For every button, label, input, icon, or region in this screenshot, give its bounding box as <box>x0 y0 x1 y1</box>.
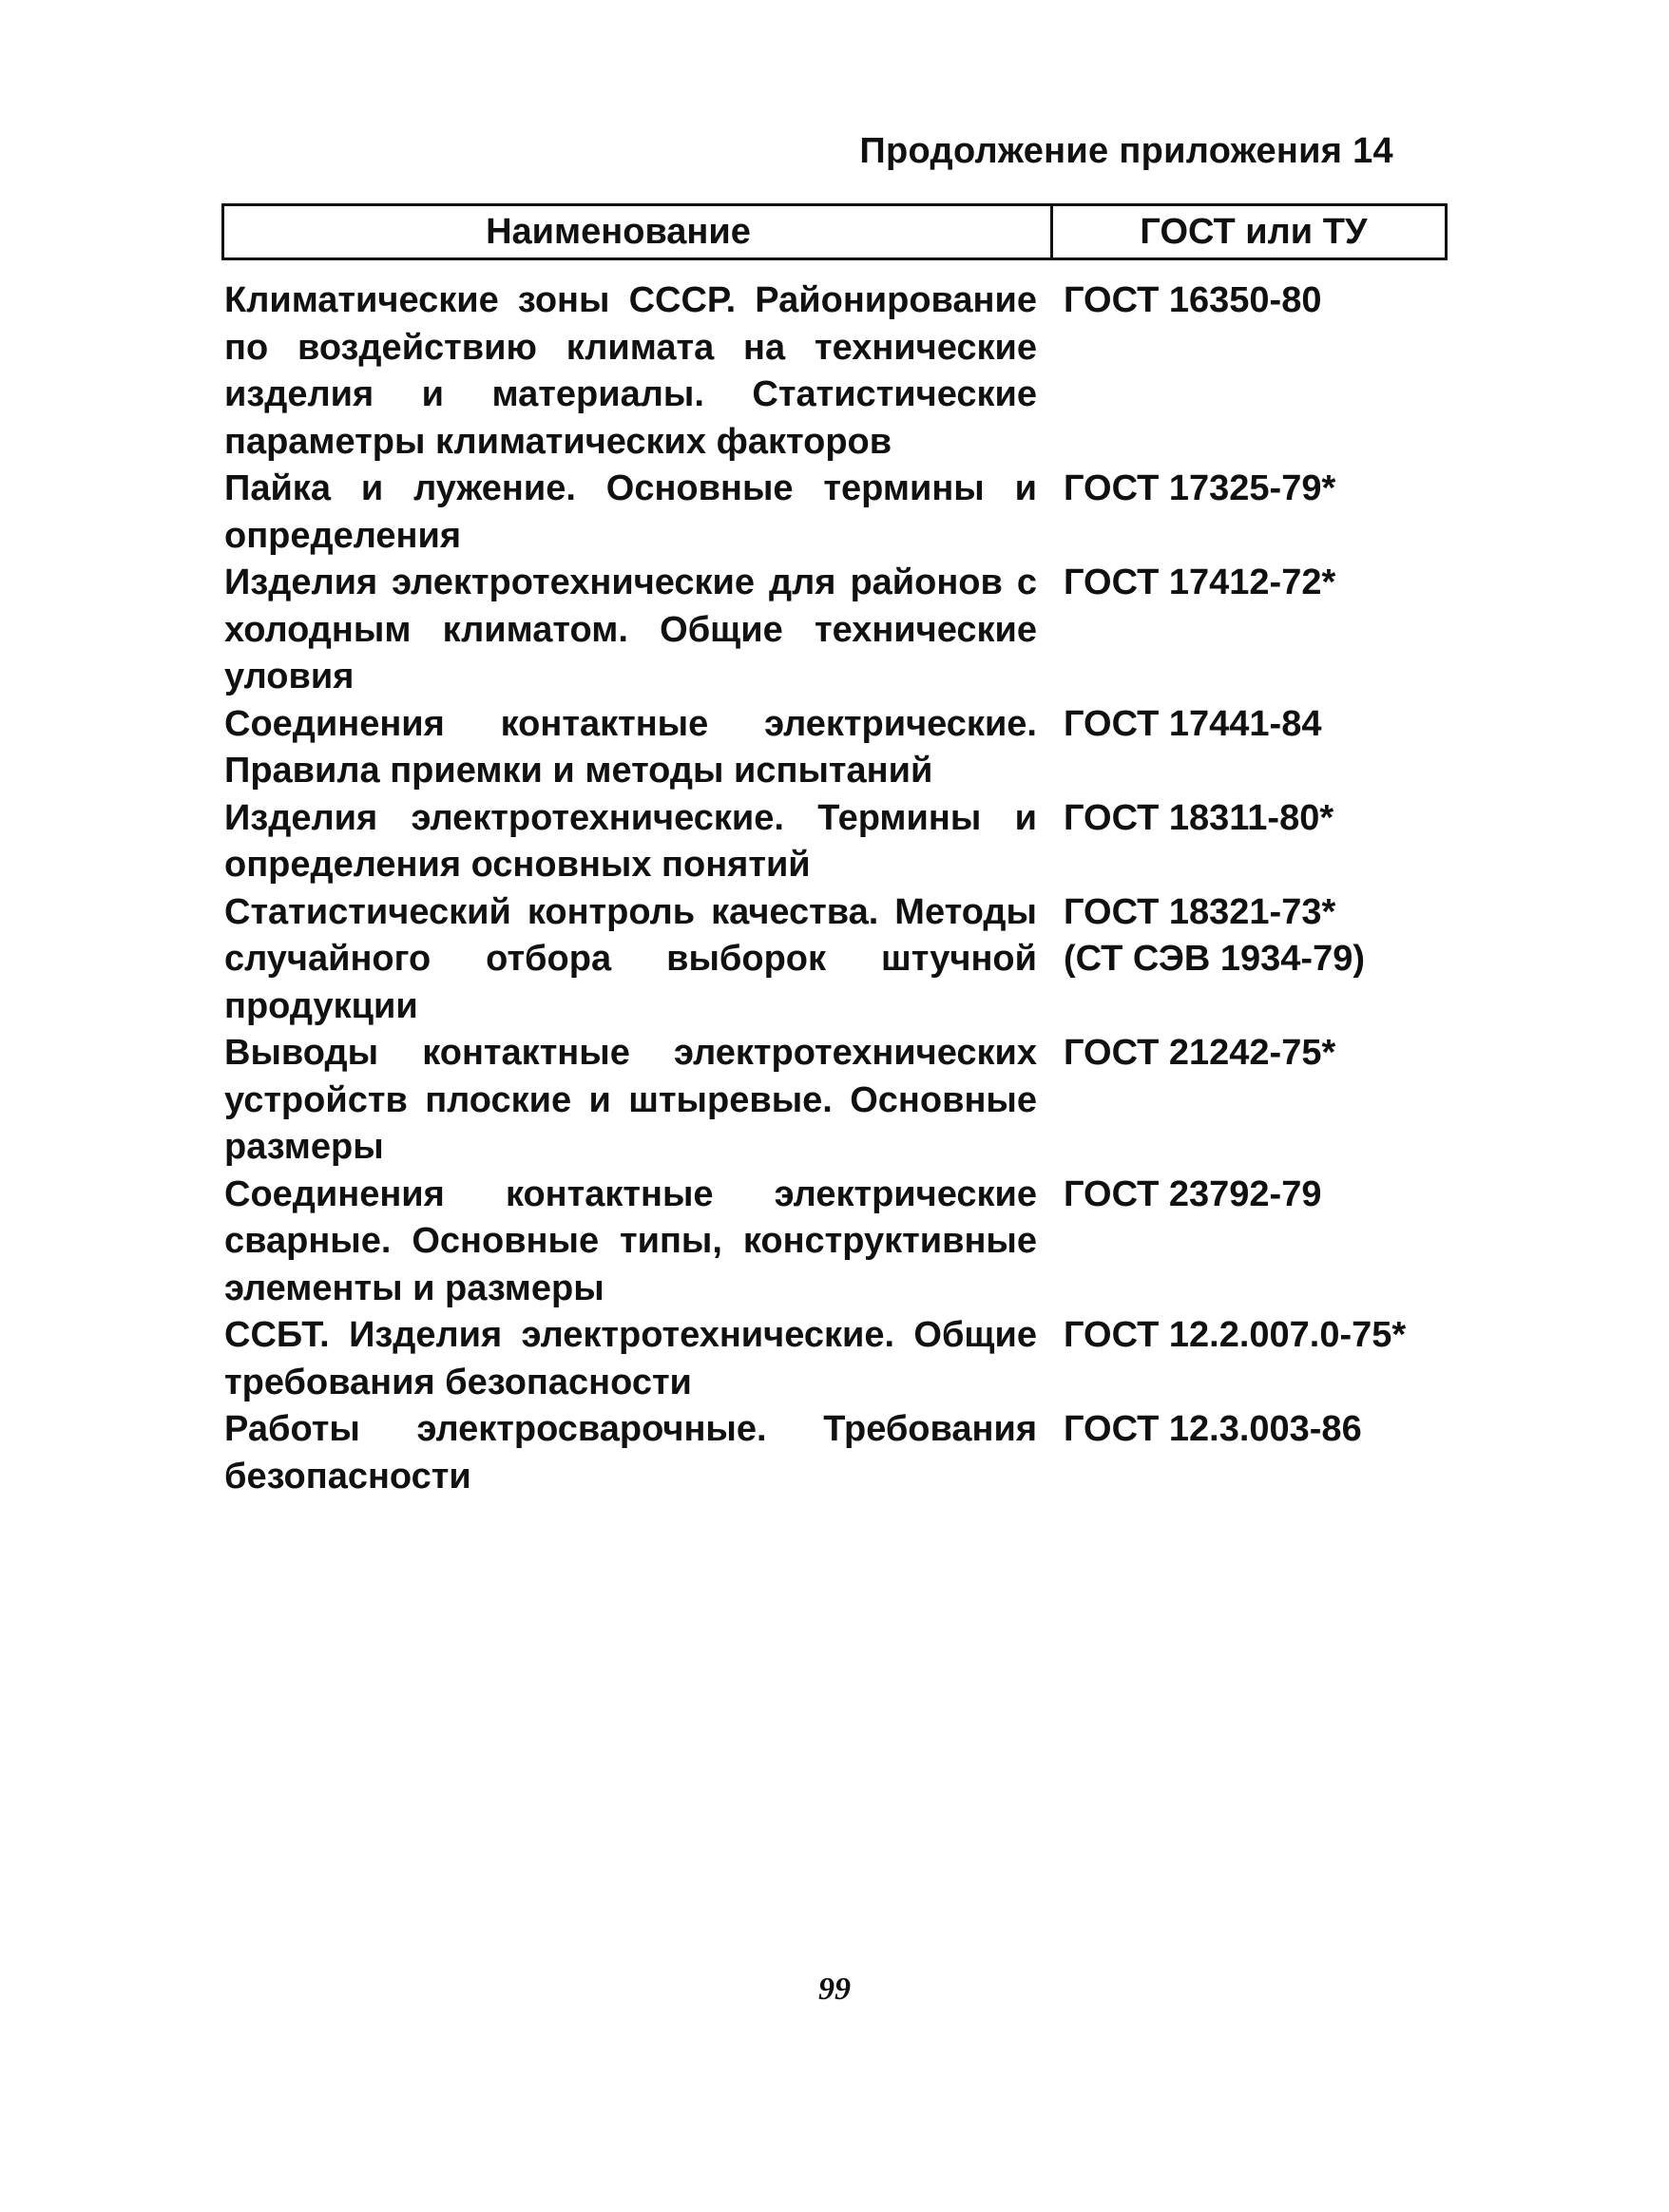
gost-number: ГОСТ 12.2.007.0-75* <box>1064 1315 1407 1355</box>
table-body <box>224 277 1450 1500</box>
gost-number: ГОСТ 18321-73* <box>1064 891 1336 932</box>
table-row <box>224 889 1450 1031</box>
standard-code <box>1037 1030 1335 1077</box>
table-row <box>224 1312 1450 1406</box>
standard-name: Соединения контактные электрические. Правила приемки и методы испытаний <box>224 703 1037 791</box>
table-row <box>224 795 1450 889</box>
column-header-name: Наименование <box>224 206 1053 257</box>
standard-code <box>1037 1406 1362 1454</box>
standard-name: Соединения контактные электрические сварные. Основные типы, конструктивные элементы и размеры <box>224 1173 1037 1308</box>
table-row <box>224 1406 1450 1500</box>
gost-number: ГОСТ 16350-80 <box>1064 280 1322 320</box>
table-header <box>221 203 1448 260</box>
table-row <box>224 277 1450 466</box>
column-header-gost: ГОСТ или ТУ <box>1140 211 1368 252</box>
standard-code <box>1037 560 1335 607</box>
gost-number: ГОСТ 23792-79 <box>1064 1173 1322 1214</box>
gost-number: ГОСТ 18311-80* <box>1064 797 1334 838</box>
cmea-standard-number: (СТ СЭВ 1934-79) <box>1064 939 1366 979</box>
standard-code <box>1037 795 1333 843</box>
standard-code <box>1037 889 1365 983</box>
gost-number: ГОСТ 17412-72* <box>1064 563 1336 602</box>
standard-name: Климатические зоны СССР. Районирование по воздействию климата на технические изделия и материалы. Статистические параметры климатических факторов <box>224 280 1037 462</box>
standard-code <box>1037 1172 1321 1219</box>
standard-name: Статистический контроль качества. Методы случайного отбора выборок штучной продукции <box>224 891 1037 1026</box>
standard-name: Изделия электротехнические. Термины и определения основных понятий <box>224 797 1037 885</box>
gost-number: ГОСТ 21242-75* <box>1064 1033 1336 1073</box>
table-row <box>224 560 1450 701</box>
standard-code <box>1037 1312 1406 1360</box>
table-row <box>224 1172 1450 1313</box>
standard-code <box>1037 277 1321 325</box>
standard-code <box>1037 466 1335 513</box>
standard-code <box>1037 701 1321 749</box>
gost-number: ГОСТ 17441-84 <box>1064 703 1322 744</box>
table-row <box>224 466 1450 560</box>
appendix-continuation-label: Продолжение приложения 14 <box>859 131 1393 171</box>
standard-name: Работы электросварочные. Требования безопасности <box>224 1409 1037 1497</box>
gost-number: ГОСТ 12.3.003-86 <box>1064 1409 1362 1449</box>
standard-name: ССБТ. Изделия электротехнические. Общие требования безопасности <box>224 1315 1037 1402</box>
page-number: 99 <box>818 1972 851 2007</box>
table-row <box>224 1030 1450 1172</box>
standard-name: Выводы контактные электротехнических устройств плоские и штыревые. Основные размеры <box>224 1033 1037 1167</box>
table-row <box>224 701 1450 795</box>
standard-name: Пайка и лужение. Основные термины и определения <box>224 468 1037 556</box>
gost-number: ГОСТ 17325-79* <box>1064 468 1336 508</box>
standard-name: Изделия электротехнические для районов с холодным климатом. Общие технические уловия <box>224 563 1037 696</box>
